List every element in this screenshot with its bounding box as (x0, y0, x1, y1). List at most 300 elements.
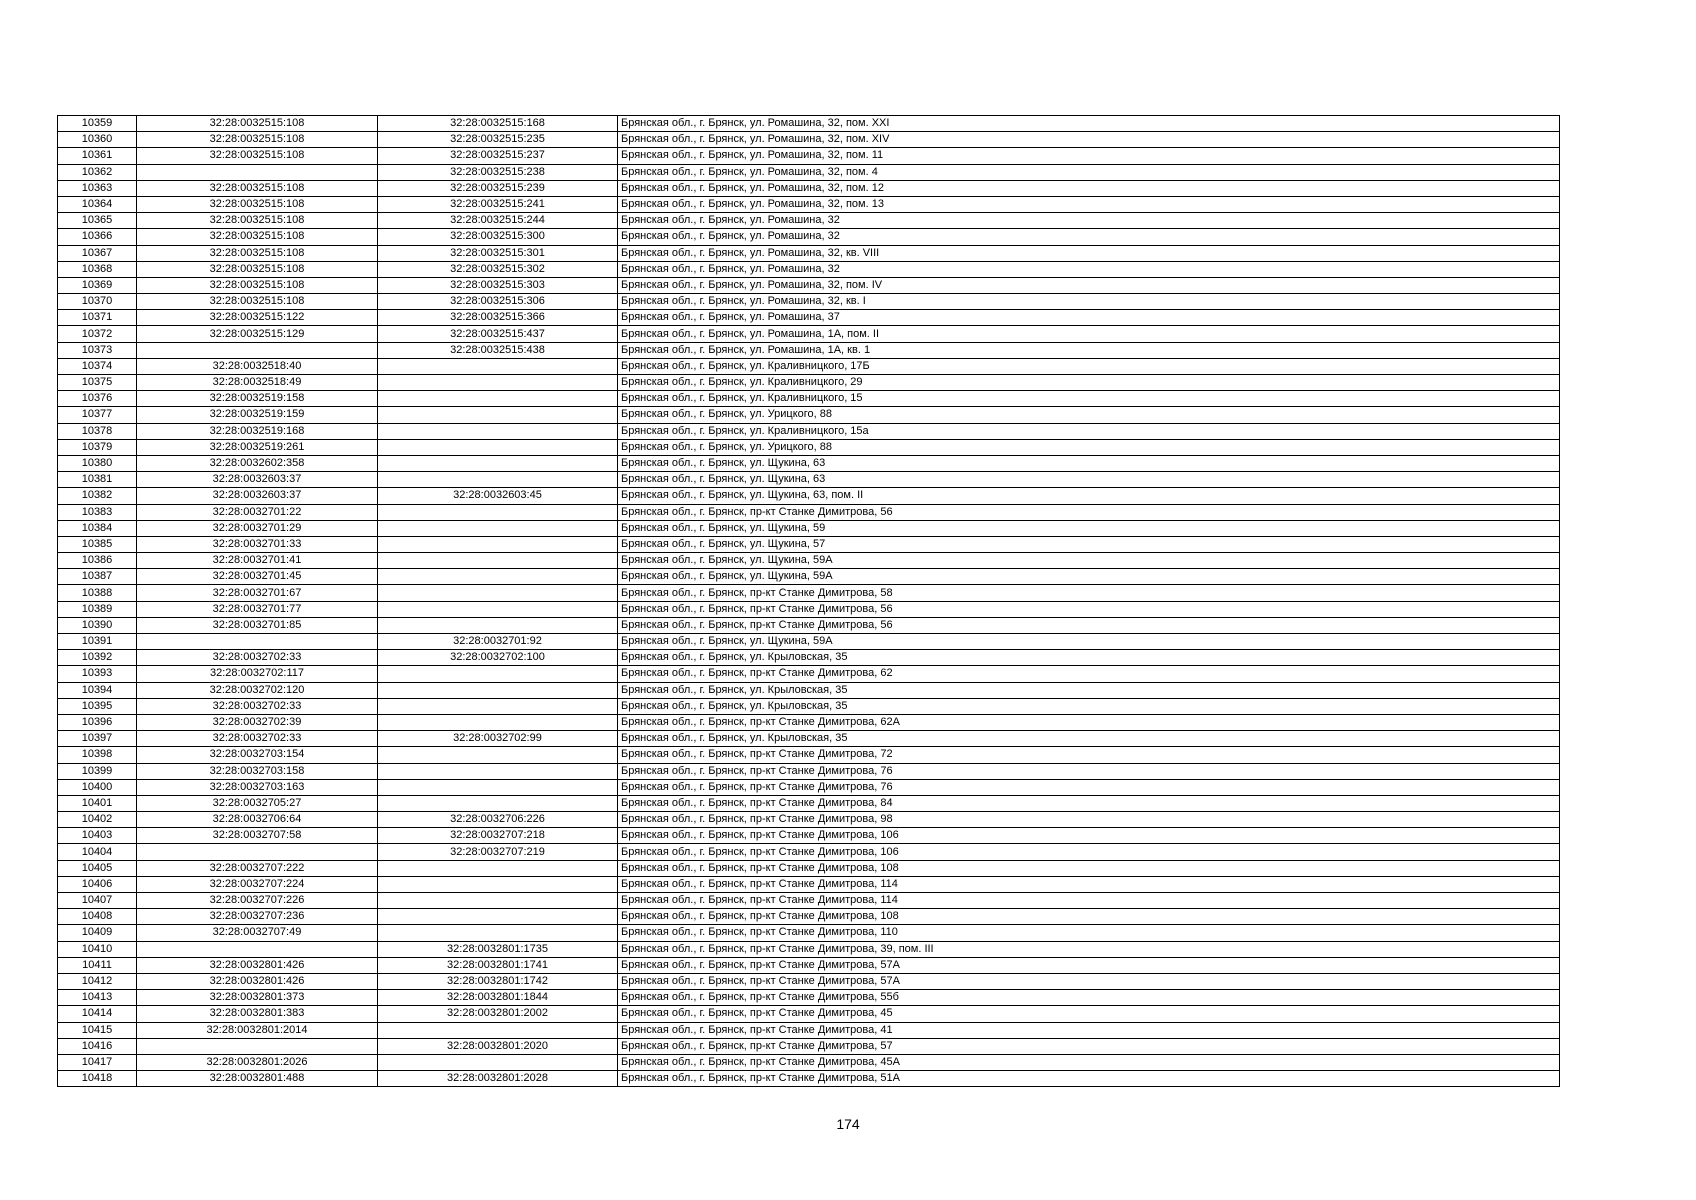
table-row (58, 164, 1560, 180)
row-number-cell: 10365 (58, 213, 137, 229)
cadastral-number-cell (137, 164, 378, 180)
row-number-cell: 10381 (58, 472, 137, 488)
row-number-cell: 10390 (58, 617, 137, 633)
object-cadastral-number-cell: 32:28:0032801:2002 (378, 1006, 618, 1022)
cadastral-number-cell: 32:28:0032515:108 (137, 148, 378, 164)
cadastral-number-cell: 32:28:0032707:58 (137, 828, 378, 844)
row-number-cell: 10417 (58, 1054, 137, 1070)
cadastral-number-cell (137, 634, 378, 650)
cadastral-number-cell: 32:28:0032706:64 (137, 812, 378, 828)
cadastral-number-cell: 32:28:0032603:37 (137, 488, 378, 504)
cadastral-number-cell: 32:28:0032515:122 (137, 310, 378, 326)
row-number-cell: 10391 (58, 634, 137, 650)
table-row (58, 229, 1560, 245)
address-cell: Брянская обл., г. Брянск, ул. Крыловская, 35 (618, 698, 1560, 714)
table-row (58, 569, 1560, 585)
table-row (58, 1054, 1560, 1070)
row-number-cell: 10399 (58, 763, 137, 779)
cadastral-number-cell: 32:28:0032515:108 (137, 116, 378, 132)
object-cadastral-number-cell (378, 1022, 618, 1038)
cadastral-number-cell: 32:28:0032801:2026 (137, 1054, 378, 1070)
cadastral-number-cell: 32:28:0032518:49 (137, 375, 378, 391)
cadastral-number-cell: 32:28:0032703:154 (137, 747, 378, 763)
object-cadastral-number-cell (378, 423, 618, 439)
row-number-cell: 10372 (58, 326, 137, 342)
row-number-cell: 10373 (58, 342, 137, 358)
table-row (58, 1022, 1560, 1038)
row-number-cell: 10393 (58, 666, 137, 682)
object-cadastral-number-cell: 32:28:0032801:2028 (378, 1071, 618, 1087)
address-cell: Брянская обл., г. Брянск, пр-кт Станке Димитрова, 106 (618, 844, 1560, 860)
row-number-cell: 10362 (58, 164, 137, 180)
cadastral-number-cell: 32:28:0032801:426 (137, 973, 378, 989)
object-cadastral-number-cell: 32:28:0032702:99 (378, 731, 618, 747)
address-cell: Брянская обл., г. Брянск, ул. Краливницкого, 17Б (618, 358, 1560, 374)
object-cadastral-number-cell: 32:28:0032515:303 (378, 277, 618, 293)
row-number-cell: 10382 (58, 488, 137, 504)
cadastral-number-cell: 32:28:0032515:108 (137, 180, 378, 196)
object-cadastral-number-cell (378, 585, 618, 601)
address-cell: Брянская обл., г. Брянск, пр-кт Станке Димитрова, 58 (618, 585, 1560, 601)
table-row (58, 342, 1560, 358)
object-cadastral-number-cell (378, 553, 618, 569)
object-cadastral-number-cell (378, 455, 618, 471)
table-row (58, 812, 1560, 828)
row-number-cell: 10380 (58, 455, 137, 471)
address-cell: Брянская обл., г. Брянск, ул. Ромашина, 32, пом. IV (618, 277, 1560, 293)
row-number-cell: 10384 (58, 520, 137, 536)
cadastral-number-cell: 32:28:0032519:168 (137, 423, 378, 439)
table-row (58, 828, 1560, 844)
cadastral-number-cell: 32:28:0032703:163 (137, 779, 378, 795)
table-row (58, 294, 1560, 310)
address-cell: Брянская обл., г. Брянск, ул. Ромашина, 32, пом. 11 (618, 148, 1560, 164)
table-row (58, 358, 1560, 374)
row-number-cell: 10418 (58, 1071, 137, 1087)
cadastral-number-cell: 32:28:0032801:373 (137, 990, 378, 1006)
cadastral-number-cell: 32:28:0032702:39 (137, 714, 378, 730)
object-cadastral-number-cell (378, 747, 618, 763)
object-cadastral-number-cell: 32:28:0032603:45 (378, 488, 618, 504)
address-cell: Брянская обл., г. Брянск, пр-кт Станке Димитрова, 57 (618, 1038, 1560, 1054)
object-cadastral-number-cell: 32:28:0032515:241 (378, 196, 618, 212)
cadastral-number-cell: 32:28:0032707:224 (137, 876, 378, 892)
cadastral-number-cell: 32:28:0032515:129 (137, 326, 378, 342)
object-cadastral-number-cell: 32:28:0032701:92 (378, 634, 618, 650)
row-number-cell: 10402 (58, 812, 137, 828)
address-cell: Брянская обл., г. Брянск, ул. Ромашина, 37 (618, 310, 1560, 326)
object-cadastral-number-cell (378, 504, 618, 520)
page-number: 174 (836, 1116, 860, 1132)
object-cadastral-number-cell (378, 375, 618, 391)
row-number-cell: 10414 (58, 1006, 137, 1022)
address-cell: Брянская обл., г. Брянск, ул. Урицкого, 88 (618, 407, 1560, 423)
object-cadastral-number-cell: 32:28:0032515:239 (378, 180, 618, 196)
address-cell: Брянская обл., г. Брянск, пр-кт Станке Димитрова, 57А (618, 973, 1560, 989)
row-number-cell: 10416 (58, 1038, 137, 1054)
address-cell: Брянская обл., г. Брянск, ул. Ромашина, 1А, кв. 1 (618, 342, 1560, 358)
object-cadastral-number-cell: 32:28:0032515:168 (378, 116, 618, 132)
table-row (58, 779, 1560, 795)
object-cadastral-number-cell (378, 358, 618, 374)
table-row (58, 472, 1560, 488)
table-row (58, 148, 1560, 164)
object-cadastral-number-cell: 32:28:0032801:1742 (378, 973, 618, 989)
row-number-cell: 10395 (58, 698, 137, 714)
object-cadastral-number-cell: 32:28:0032801:1741 (378, 957, 618, 973)
address-cell: Брянская обл., г. Брянск, ул. Краливницкого, 29 (618, 375, 1560, 391)
cadastral-number-cell: 32:28:0032515:108 (137, 196, 378, 212)
object-cadastral-number-cell (378, 763, 618, 779)
table-row (58, 326, 1560, 342)
table-row (58, 957, 1560, 973)
row-number-cell: 10387 (58, 569, 137, 585)
row-number-cell: 10410 (58, 941, 137, 957)
row-number-cell: 10379 (58, 439, 137, 455)
address-cell: Брянская обл., г. Брянск, ул. Крыловская, 35 (618, 650, 1560, 666)
row-number-cell: 10371 (58, 310, 137, 326)
address-cell: Брянская обл., г. Брянск, пр-кт Станке Димитрова, 57А (618, 957, 1560, 973)
row-number-cell: 10385 (58, 536, 137, 552)
object-cadastral-number-cell (378, 860, 618, 876)
object-cadastral-number-cell (378, 520, 618, 536)
address-cell: Брянская обл., г. Брянск, пр-кт Станке Димитрова, 51А (618, 1071, 1560, 1087)
object-cadastral-number-cell: 32:28:0032706:226 (378, 812, 618, 828)
object-cadastral-number-cell: 32:28:0032515:366 (378, 310, 618, 326)
row-number-cell: 10406 (58, 876, 137, 892)
cadastral-number-cell: 32:28:0032518:40 (137, 358, 378, 374)
address-cell: Брянская обл., г. Брянск, ул. Краливницкого, 15 (618, 391, 1560, 407)
object-cadastral-number-cell: 32:28:0032707:218 (378, 828, 618, 844)
row-number-cell: 10386 (58, 553, 137, 569)
address-cell: Брянская обл., г. Брянск, пр-кт Станке Димитрова, 114 (618, 893, 1560, 909)
table-row (58, 601, 1560, 617)
cadastral-number-cell: 32:28:0032701:33 (137, 536, 378, 552)
row-number-cell: 10376 (58, 391, 137, 407)
address-cell: Брянская обл., г. Брянск, ул. Ромашина, 32, пом. XXI (618, 116, 1560, 132)
cadastral-number-cell: 32:28:0032602:358 (137, 455, 378, 471)
object-cadastral-number-cell (378, 698, 618, 714)
object-cadastral-number-cell: 32:28:0032515:300 (378, 229, 618, 245)
cadastral-number-cell: 32:28:0032707:222 (137, 860, 378, 876)
row-number-cell: 10394 (58, 682, 137, 698)
address-cell: Брянская обл., г. Брянск, пр-кт Станке Димитрова, 45А (618, 1054, 1560, 1070)
row-number-cell: 10360 (58, 132, 137, 148)
cadastral-number-cell (137, 844, 378, 860)
table-row (58, 698, 1560, 714)
object-cadastral-number-cell (378, 714, 618, 730)
object-cadastral-number-cell: 32:28:0032801:1844 (378, 990, 618, 1006)
row-number-cell: 10377 (58, 407, 137, 423)
row-number-cell: 10403 (58, 828, 137, 844)
row-number-cell: 10411 (58, 957, 137, 973)
cadastral-number-cell: 32:28:0032701:22 (137, 504, 378, 520)
object-cadastral-number-cell (378, 1054, 618, 1070)
table-row (58, 682, 1560, 698)
cadastral-number-cell: 32:28:0032705:27 (137, 795, 378, 811)
row-number-cell: 10369 (58, 277, 137, 293)
object-cadastral-number-cell (378, 666, 618, 682)
object-cadastral-number-cell: 32:28:0032515:306 (378, 294, 618, 310)
table-row (58, 213, 1560, 229)
table-row (58, 1038, 1560, 1054)
table-row (58, 488, 1560, 504)
object-cadastral-number-cell (378, 472, 618, 488)
row-number-cell: 10366 (58, 229, 137, 245)
row-number-cell: 10412 (58, 973, 137, 989)
object-cadastral-number-cell (378, 682, 618, 698)
address-cell: Брянская обл., г. Брянск, ул. Крыловская, 35 (618, 682, 1560, 698)
object-cadastral-number-cell (378, 439, 618, 455)
address-cell: Брянская обл., г. Брянск, ул. Щукина, 59А (618, 634, 1560, 650)
table-row (58, 375, 1560, 391)
table-row (58, 439, 1560, 455)
row-number-cell: 10375 (58, 375, 137, 391)
cadastral-number-cell: 32:28:0032801:426 (137, 957, 378, 973)
address-cell: Брянская обл., г. Брянск, ул. Щукина, 63 (618, 455, 1560, 471)
address-cell: Брянская обл., г. Брянск, пр-кт Станке Димитрова, 108 (618, 860, 1560, 876)
address-cell: Брянская обл., г. Брянск, ул. Крыловская, 35 (618, 731, 1560, 747)
cadastral-number-cell (137, 941, 378, 957)
cadastral-number-cell (137, 342, 378, 358)
cadastral-number-cell (137, 1038, 378, 1054)
cadastral-number-cell: 32:28:0032701:77 (137, 601, 378, 617)
cadastral-number-cell: 32:28:0032515:108 (137, 294, 378, 310)
cadastral-number-cell: 32:28:0032519:158 (137, 391, 378, 407)
address-cell: Брянская обл., г. Брянск, пр-кт Станке Димитрова, 56 (618, 617, 1560, 633)
address-cell: Брянская обл., г. Брянск, ул. Ромашина, 32 (618, 213, 1560, 229)
table-row (58, 666, 1560, 682)
cadastral-number-cell: 32:28:0032519:159 (137, 407, 378, 423)
table-row (58, 731, 1560, 747)
cadastral-number-cell: 32:28:0032515:108 (137, 229, 378, 245)
table-row (58, 261, 1560, 277)
table-row (58, 536, 1560, 552)
address-cell: Брянская обл., г. Брянск, пр-кт Станке Димитрова, 98 (618, 812, 1560, 828)
address-cell: Брянская обл., г. Брянск, ул. Ромашина, 32, пом. 13 (618, 196, 1560, 212)
row-number-cell: 10363 (58, 180, 137, 196)
table-row (58, 407, 1560, 423)
row-number-cell: 10407 (58, 893, 137, 909)
table-row (58, 391, 1560, 407)
table-row (58, 941, 1560, 957)
row-number-cell: 10388 (58, 585, 137, 601)
table-row (58, 455, 1560, 471)
table-row (58, 893, 1560, 909)
object-cadastral-number-cell: 32:28:0032515:238 (378, 164, 618, 180)
object-cadastral-number-cell (378, 795, 618, 811)
object-cadastral-number-cell: 32:28:0032515:235 (378, 132, 618, 148)
row-number-cell: 10396 (58, 714, 137, 730)
row-number-cell: 10389 (58, 601, 137, 617)
address-cell: Брянская обл., г. Брянск, ул. Ромашина, 32, пом. 12 (618, 180, 1560, 196)
registry-table-body (58, 116, 1560, 1087)
table-row (58, 1071, 1560, 1087)
table-row (58, 504, 1560, 520)
address-cell: Брянская обл., г. Брянск, пр-кт Станке Димитрова, 56 (618, 601, 1560, 617)
object-cadastral-number-cell (378, 569, 618, 585)
table-row (58, 423, 1560, 439)
address-cell: Брянская обл., г. Брянск, ул. Щукина, 63, пом. II (618, 488, 1560, 504)
row-number-cell: 10370 (58, 294, 137, 310)
address-cell: Брянская обл., г. Брянск, пр-кт Станке Димитрова, 106 (618, 828, 1560, 844)
object-cadastral-number-cell: 32:28:0032801:2020 (378, 1038, 618, 1054)
object-cadastral-number-cell: 32:28:0032707:219 (378, 844, 618, 860)
row-number-cell: 10374 (58, 358, 137, 374)
cadastral-number-cell: 32:28:0032515:108 (137, 213, 378, 229)
table-row (58, 990, 1560, 1006)
table-row (58, 650, 1560, 666)
cadastral-number-cell: 32:28:0032603:37 (137, 472, 378, 488)
address-cell: Брянская обл., г. Брянск, ул. Щукина, 63 (618, 472, 1560, 488)
row-number-cell: 10364 (58, 196, 137, 212)
object-cadastral-number-cell (378, 876, 618, 892)
row-number-cell: 10413 (58, 990, 137, 1006)
cadastral-number-cell: 32:28:0032515:108 (137, 277, 378, 293)
object-cadastral-number-cell: 32:28:0032801:1735 (378, 941, 618, 957)
object-cadastral-number-cell: 32:28:0032515:237 (378, 148, 618, 164)
table-row (58, 714, 1560, 730)
table-row (58, 860, 1560, 876)
object-cadastral-number-cell (378, 407, 618, 423)
table-row (58, 180, 1560, 196)
cadastral-number-cell: 32:28:0032702:33 (137, 698, 378, 714)
cadastral-number-cell: 32:28:0032801:383 (137, 1006, 378, 1022)
object-cadastral-number-cell (378, 893, 618, 909)
table-row (58, 747, 1560, 763)
address-cell: Брянская обл., г. Брянск, пр-кт Станке Димитрова, 39, пом. III (618, 941, 1560, 957)
table-row (58, 310, 1560, 326)
address-cell: Брянская обл., г. Брянск, ул. Ромашина, 32 (618, 261, 1560, 277)
cadastral-number-cell: 32:28:0032702:120 (137, 682, 378, 698)
table-row (58, 617, 1560, 633)
cadastral-number-cell: 32:28:0032707:49 (137, 925, 378, 941)
table-row (58, 553, 1560, 569)
address-cell: Брянская обл., г. Брянск, пр-кт Станке Димитрова, 72 (618, 747, 1560, 763)
row-number-cell: 10368 (58, 261, 137, 277)
cadastral-number-cell: 32:28:0032515:108 (137, 132, 378, 148)
cadastral-number-cell: 32:28:0032801:2014 (137, 1022, 378, 1038)
address-cell: Брянская обл., г. Брянск, ул. Урицкого, 88 (618, 439, 1560, 455)
row-number-cell: 10409 (58, 925, 137, 941)
address-cell: Брянская обл., г. Брянск, пр-кт Станке Димитрова, 110 (618, 925, 1560, 941)
cadastral-number-cell: 32:28:0032519:261 (137, 439, 378, 455)
row-number-cell: 10401 (58, 795, 137, 811)
object-cadastral-number-cell (378, 536, 618, 552)
address-cell: Брянская обл., г. Брянск, пр-кт Станке Димитрова, 114 (618, 876, 1560, 892)
row-number-cell: 10404 (58, 844, 137, 860)
address-cell: Брянская обл., г. Брянск, ул. Щукина, 59 (618, 520, 1560, 536)
table-row (58, 634, 1560, 650)
object-cadastral-number-cell: 32:28:0032515:244 (378, 213, 618, 229)
object-cadastral-number-cell: 32:28:0032702:100 (378, 650, 618, 666)
address-cell: Брянская обл., г. Брянск, ул. Ромашина, 32, кв. I (618, 294, 1560, 310)
object-cadastral-number-cell (378, 925, 618, 941)
object-cadastral-number-cell: 32:28:0032515:301 (378, 245, 618, 261)
table-row (58, 196, 1560, 212)
table-row (58, 844, 1560, 860)
object-cadastral-number-cell (378, 601, 618, 617)
address-cell: Брянская обл., г. Брянск, ул. Щукина, 59А (618, 569, 1560, 585)
address-cell: Брянская обл., г. Брянск, ул. Щукина, 57 (618, 536, 1560, 552)
address-cell: Брянская обл., г. Брянск, пр-кт Станке Димитрова, 62А (618, 714, 1560, 730)
cadastral-number-cell: 32:28:0032707:236 (137, 909, 378, 925)
object-cadastral-number-cell: 32:28:0032515:302 (378, 261, 618, 277)
table-row (58, 763, 1560, 779)
table-row (58, 245, 1560, 261)
row-number-cell: 10405 (58, 860, 137, 876)
cadastral-number-cell: 32:28:0032515:108 (137, 245, 378, 261)
table-row (58, 277, 1560, 293)
object-cadastral-number-cell (378, 391, 618, 407)
address-cell: Брянская обл., г. Брянск, пр-кт Станке Димитрова, 76 (618, 763, 1560, 779)
row-number-cell: 10400 (58, 779, 137, 795)
address-cell: Брянская обл., г. Брянск, ул. Ромашина, 1А, пом. II (618, 326, 1560, 342)
address-cell: Брянская обл., г. Брянск, ул. Ромашина, 32, кв. VIII (618, 245, 1560, 261)
address-cell: Брянская обл., г. Брянск, ул. Щукина, 59А (618, 553, 1560, 569)
row-number-cell: 10378 (58, 423, 137, 439)
row-number-cell: 10408 (58, 909, 137, 925)
row-number-cell: 10398 (58, 747, 137, 763)
row-number-cell: 10397 (58, 731, 137, 747)
address-cell: Брянская обл., г. Брянск, пр-кт Станке Димитрова, 76 (618, 779, 1560, 795)
address-cell: Брянская обл., г. Брянск, ул. Ромашина, 32, пом. XIV (618, 132, 1560, 148)
row-number-cell: 10359 (58, 116, 137, 132)
table-row (58, 520, 1560, 536)
table-row (58, 909, 1560, 925)
address-cell: Брянская обл., г. Брянск, пр-кт Станке Димитрова, 41 (618, 1022, 1560, 1038)
address-cell: Брянская обл., г. Брянск, ул. Ромашина, 32, пом. 4 (618, 164, 1560, 180)
cadastral-number-cell: 32:28:0032515:108 (137, 261, 378, 277)
cadastral-number-cell: 32:28:0032701:29 (137, 520, 378, 536)
table-row (58, 876, 1560, 892)
address-cell: Брянская обл., г. Брянск, пр-кт Станке Димитрова, 45 (618, 1006, 1560, 1022)
object-cadastral-number-cell (378, 617, 618, 633)
cadastral-number-cell: 32:28:0032701:45 (137, 569, 378, 585)
cadastral-number-cell: 32:28:0032707:226 (137, 893, 378, 909)
cadastral-number-cell: 32:28:0032701:67 (137, 585, 378, 601)
table-row (58, 1006, 1560, 1022)
object-cadastral-number-cell (378, 909, 618, 925)
table-row (58, 132, 1560, 148)
cadastral-number-cell: 32:28:0032702:117 (137, 666, 378, 682)
address-cell: Брянская обл., г. Брянск, пр-кт Станке Димитрова, 56 (618, 504, 1560, 520)
cadastral-number-cell: 32:28:0032702:33 (137, 731, 378, 747)
cadastral-number-cell: 32:28:0032701:85 (137, 617, 378, 633)
row-number-cell: 10361 (58, 148, 137, 164)
address-cell: Брянская обл., г. Брянск, пр-кт Станке Димитрова, 62 (618, 666, 1560, 682)
address-cell: Брянская обл., г. Брянск, пр-кт Станке Димитрова, 108 (618, 909, 1560, 925)
cadastral-number-cell: 32:28:0032703:158 (137, 763, 378, 779)
table-row (58, 116, 1560, 132)
object-cadastral-number-cell: 32:28:0032515:437 (378, 326, 618, 342)
cadastral-number-cell: 32:28:0032701:41 (137, 553, 378, 569)
address-cell: Брянская обл., г. Брянск, пр-кт Станке Димитрова, 55б (618, 990, 1560, 1006)
table-row (58, 925, 1560, 941)
table-row (58, 585, 1560, 601)
object-cadastral-number-cell (378, 779, 618, 795)
address-cell: Брянская обл., г. Брянск, ул. Краливницкого, 15а (618, 423, 1560, 439)
table-row (58, 795, 1560, 811)
row-number-cell: 10415 (58, 1022, 137, 1038)
cadastral-number-cell: 32:28:0032801:488 (137, 1071, 378, 1087)
address-cell: Брянская обл., г. Брянск, пр-кт Станке Димитрова, 84 (618, 795, 1560, 811)
row-number-cell: 10392 (58, 650, 137, 666)
cadastral-number-cell: 32:28:0032702:33 (137, 650, 378, 666)
row-number-cell: 10383 (58, 504, 137, 520)
row-number-cell: 10367 (58, 245, 137, 261)
table-row (58, 973, 1560, 989)
